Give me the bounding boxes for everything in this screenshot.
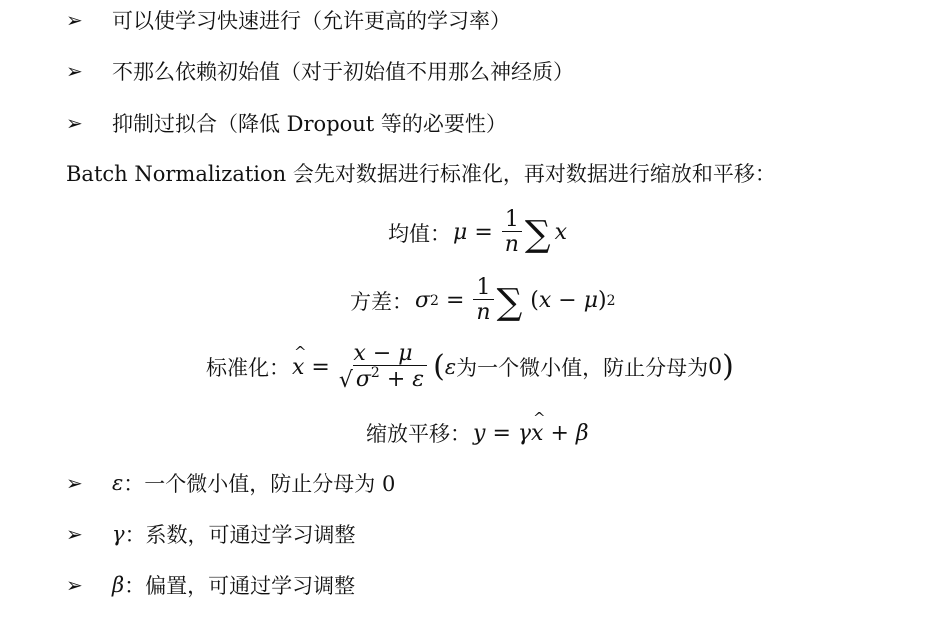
var-sigma: σ <box>355 367 371 393</box>
symbol-epsilon: ε <box>112 471 124 495</box>
var-mu: μ <box>398 341 413 366</box>
exponent: 2 <box>606 292 616 309</box>
intro-paragraph: Batch Normalization 会先对数据进行标准化，再对数据进行缩放和平移： <box>66 162 776 186</box>
summation-icon: ∑ <box>524 213 551 255</box>
radicand <box>353 365 427 392</box>
equals-sign: = <box>311 354 330 380</box>
plus-sign: + <box>550 420 569 446</box>
equals-sign: = <box>445 288 465 314</box>
x-hat: ^ x <box>292 355 304 380</box>
list-item <box>66 55 574 87</box>
fraction <box>473 276 493 325</box>
formula-label: 缩放平移： <box>366 422 471 446</box>
symbol-gamma: γ <box>112 522 125 546</box>
bullet-text: ：系数，可通过学习调整 <box>124 523 356 547</box>
arrow-bullet-icon: ➢ <box>66 8 83 32</box>
fraction-numerator <box>350 342 415 365</box>
scale-shift-formula <box>366 418 589 448</box>
var-y: y <box>473 420 486 446</box>
var-beta: β <box>575 420 589 446</box>
note-zero: 0 <box>708 354 723 380</box>
fraction-numerator: 1 <box>504 207 519 232</box>
symbol-beta: β <box>112 573 125 597</box>
list-item <box>66 467 395 499</box>
arrow-bullet-icon: ➢ <box>66 573 83 597</box>
variance-formula <box>350 276 616 325</box>
exponent: 2 <box>430 292 439 309</box>
fraction-denominator: n <box>502 231 522 257</box>
list-item <box>66 518 356 550</box>
var-epsilon: ε <box>412 367 425 393</box>
plus-sign: + <box>386 367 406 393</box>
fraction <box>502 208 522 257</box>
bullet-text: 可以使学习快速进行（允许更高的学习率） <box>112 9 511 33</box>
bullet-text: ：偏置，可通过学习调整 <box>124 574 356 598</box>
exponent: 2 <box>370 365 380 382</box>
formula-label: 标准化： <box>206 356 290 381</box>
arrow-bullet-icon: ➢ <box>66 59 83 83</box>
list-item <box>66 107 507 139</box>
list-item <box>66 569 355 601</box>
normalize-formula <box>206 342 734 392</box>
var-epsilon: ε <box>444 355 457 380</box>
formula-label: 均值： <box>388 221 451 246</box>
var-x: x <box>353 341 366 366</box>
bullet-text: 不那么依赖初始值（对于初始值不用那么神经质） <box>112 60 574 84</box>
fraction-denominator: n <box>473 299 493 325</box>
summation-icon: ∑ <box>496 281 523 323</box>
var-x: x <box>538 288 552 314</box>
fraction <box>339 342 427 392</box>
paren-close: ) <box>722 349 734 385</box>
var-gamma: γ <box>517 420 532 446</box>
paren-open: ( <box>433 349 445 385</box>
minus-sign: − <box>558 288 577 314</box>
arrow-bullet-icon: ➢ <box>66 522 83 546</box>
formula-lhs: μ <box>453 220 468 246</box>
formula-note: 为一个微小值，防止分母为 <box>456 356 709 381</box>
minus-sign: − <box>372 341 392 366</box>
paren-open: ( <box>530 288 539 314</box>
equals-sign: = <box>492 420 511 446</box>
mean-formula <box>388 208 567 257</box>
fraction-numerator: 1 <box>476 275 491 300</box>
x-hat: ^ x <box>531 421 543 446</box>
paren-close: ) <box>598 288 607 314</box>
fraction-denominator <box>339 365 427 392</box>
formula-body: x <box>554 220 568 246</box>
square-root-icon: √ <box>338 368 353 394</box>
formula-label: 方差： <box>350 289 413 314</box>
var-mu: μ <box>583 288 599 314</box>
bullet-text: ：一个微小值，防止分母为 0 <box>123 472 396 496</box>
formula-lhs: σ <box>415 288 431 314</box>
bullet-text: 抑制过拟合（降低 Dropout 等的必要性） <box>112 112 507 136</box>
arrow-bullet-icon: ➢ <box>66 471 83 495</box>
equals-sign: = <box>474 220 493 246</box>
arrow-bullet-icon: ➢ <box>66 111 83 135</box>
list-item <box>66 4 511 36</box>
